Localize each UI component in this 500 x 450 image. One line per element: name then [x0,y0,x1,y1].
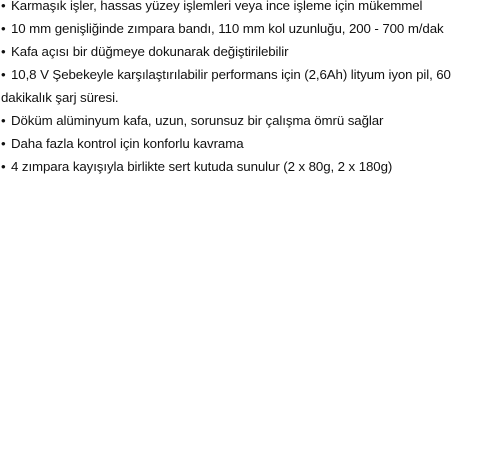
feature-text: 10,8 V Şebekeyle karşılaştırılabilir performans için (2,6Ah) lityum iyon pil, 60 dakikalık şarj süresi. [1,67,451,105]
feature-text: 4 zımpara kayışıyla birlikte sert kutuda sunulur (2 x 80g, 2 x 180g) [11,159,393,174]
feature-item [1,132,498,155]
feature-item [1,109,498,132]
feature-item [1,0,498,17]
bullet-icon: • [1,113,6,128]
bullet-icon: • [1,21,6,36]
feature-item [1,155,498,178]
feature-item [1,17,498,40]
bullet-icon: • [1,44,6,59]
feature-item [1,40,498,63]
feature-text: Daha fazla kontrol için konforlu kavrama [11,136,244,151]
bullet-icon: • [1,67,6,82]
feature-text: Karmaşık işler, hassas yüzey işlemleri veya ince işleme için mükemmel [11,0,423,13]
feature-text: 10 mm genişliğinde zımpara bandı, 110 mm kol uzunluğu, 200 - 700 m/dak [11,21,444,36]
feature-item [1,63,498,109]
feature-list [1,0,498,178]
feature-text: Kafa açısı bir düğmeye dokunarak değiştirilebilir [11,44,289,59]
feature-text: Döküm alüminyum kafa, uzun, sorunsuz bir çalışma ömrü sağlar [11,113,384,128]
bullet-icon: • [1,0,6,13]
bullet-icon: • [1,159,6,174]
bullet-icon: • [1,136,6,151]
